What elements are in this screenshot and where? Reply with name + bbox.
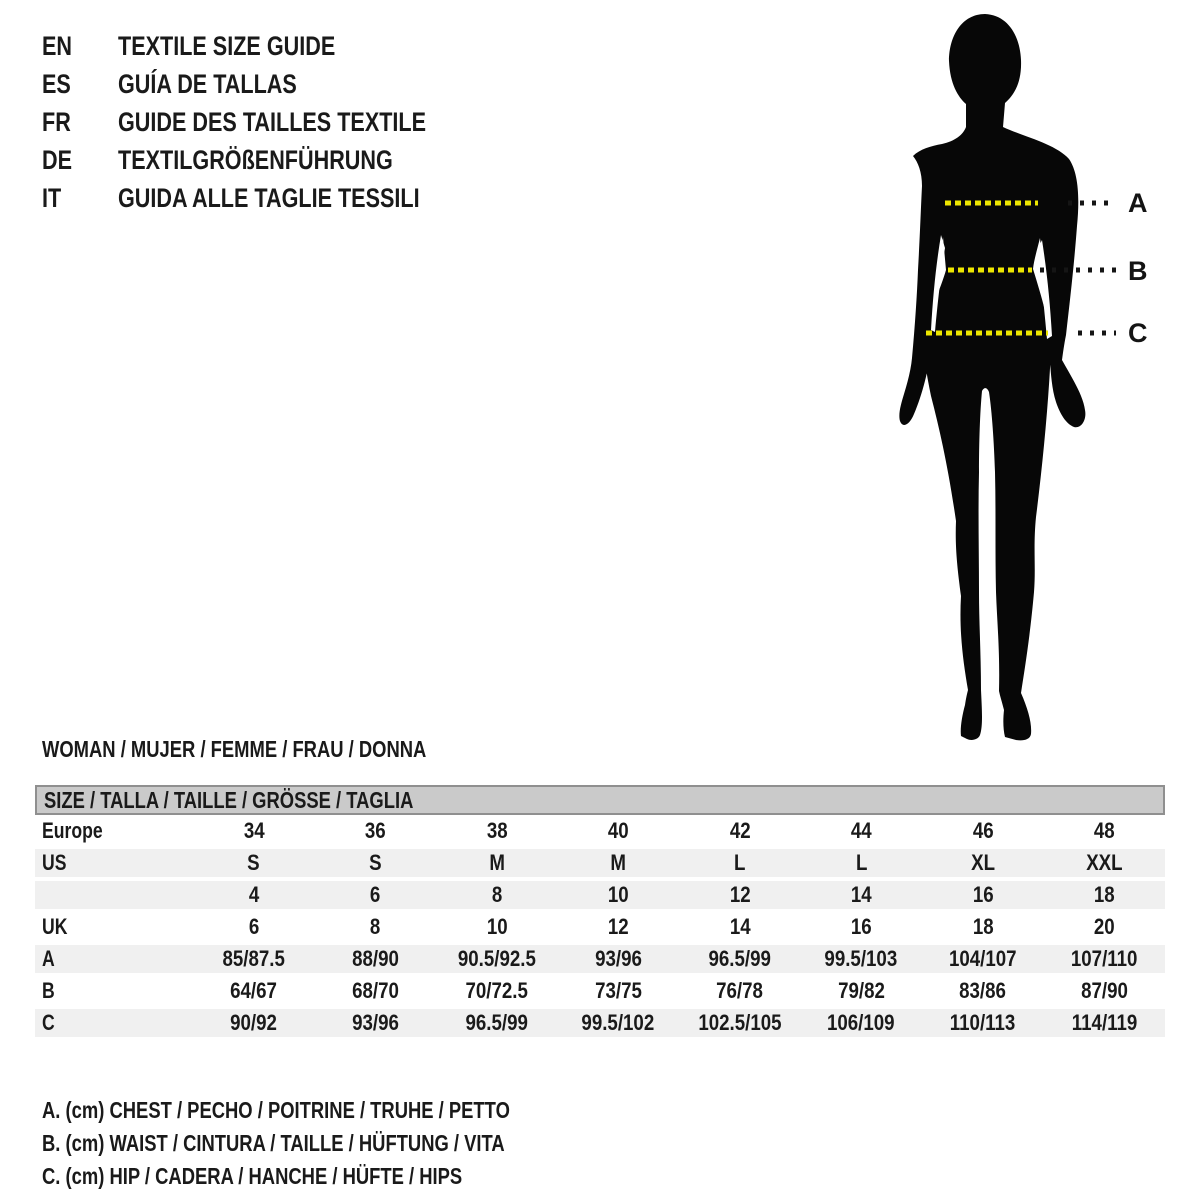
table-cell: 99.5/103 (824, 946, 898, 971)
legend-chest: A. (cm) CHEST / PECHO / POITRINE / TRUHE / PETTO (42, 1097, 510, 1123)
measure-legend (42, 1094, 627, 1193)
language-row-en (42, 27, 503, 65)
table-cell: 96.5/99 (708, 946, 771, 971)
table-cell: 90/92 (230, 1010, 278, 1035)
table-cell: 96.5/99 (465, 1010, 528, 1035)
table-cell: 8 (370, 914, 381, 939)
table-cell: 93/96 (594, 946, 642, 971)
table-cell: 40 (607, 818, 629, 843)
marker-c-label: C (1128, 318, 1148, 348)
language-code: DE (42, 144, 73, 175)
table-cell: 70/72.5 (465, 978, 528, 1003)
row-label: C (42, 1010, 55, 1035)
table-cell: 6 (370, 882, 381, 907)
table-cell: 34 (243, 818, 265, 843)
row-label: A (42, 946, 55, 971)
table-cell: 110/113 (949, 1010, 1016, 1035)
language-code: ES (42, 68, 71, 99)
table-row-waist (35, 975, 1165, 1007)
legend-waist: B. (cm) WAIST / CINTURA / TAILLE / HÜFTUNG / VITA (42, 1130, 505, 1156)
table-row-uk (35, 911, 1165, 943)
language-row-fr (42, 103, 503, 141)
table-row-europe (35, 815, 1165, 847)
table-cell: 99.5/102 (581, 1010, 655, 1035)
table-cell: 12 (729, 882, 751, 907)
row-label: Europe (42, 818, 103, 843)
table-cell: 64/67 (230, 978, 278, 1003)
table-cell: 76/78 (716, 978, 764, 1003)
language-row-es (42, 65, 503, 103)
table-cell: 106/109 (827, 1010, 896, 1035)
table-cell: 10 (486, 914, 508, 939)
table-cell: 8 (491, 882, 502, 907)
table-row-us-numeric (35, 879, 1165, 911)
table-cell: 14 (729, 914, 751, 939)
table-cell: 88/90 (351, 946, 399, 971)
guide-title-en: TEXTILE SIZE GUIDE (118, 30, 336, 61)
table-cell: 102.5/105 (698, 1010, 782, 1035)
table-cell: 44 (850, 818, 872, 843)
table-cell: L (734, 850, 746, 875)
table-cell: 20 (1093, 914, 1115, 939)
table-cell: 114/119 (1071, 1010, 1138, 1035)
row-label: UK (42, 914, 68, 939)
table-cell: 90.5/92.5 (457, 946, 536, 971)
table-cell: 48 (1093, 818, 1115, 843)
table-cell: 18 (1093, 882, 1115, 907)
language-title-list (42, 27, 503, 217)
table-cell: 85/87.5 (222, 946, 285, 971)
table-cell: 68/70 (351, 978, 399, 1003)
table-cell: 10 (607, 882, 629, 907)
table-cell: 87/90 (1080, 978, 1128, 1003)
table-cell: 83/86 (959, 978, 1007, 1003)
table-cell: 73/75 (594, 978, 642, 1003)
table-cell: 93/96 (351, 1010, 399, 1035)
guide-title-de: TEXTILGRÖßENFÜHRUNG (118, 144, 393, 175)
table-cell: 4 (248, 882, 259, 907)
language-code: IT (42, 182, 62, 213)
table-cell: S (247, 850, 260, 875)
table-cell: 107/110 (1070, 946, 1138, 971)
row-label (35, 882, 193, 908)
language-row-de (42, 141, 503, 179)
table-cell: 14 (850, 882, 872, 907)
table-cell: 16 (850, 914, 872, 939)
guide-title-it: GUIDA ALLE TAGLIE TESSILI (118, 182, 420, 213)
table-row-us (35, 847, 1165, 879)
row-label: B (42, 978, 55, 1003)
table-row-chest (35, 943, 1165, 975)
table-cell: XXL (1086, 850, 1123, 875)
woman-silhouette (899, 14, 1085, 740)
language-code: EN (42, 30, 73, 61)
guide-title-es: GUÍA DE TALLAS (118, 68, 297, 99)
table-row-hip (35, 1007, 1165, 1039)
marker-b-label: B (1128, 256, 1148, 286)
table-cell: 36 (364, 818, 386, 843)
row-label: US (42, 850, 67, 875)
table-cell: 6 (248, 914, 259, 939)
size-table (35, 785, 1165, 1039)
guide-title-fr: GUIDE DES TAILLES TEXTILE (118, 106, 427, 137)
legend-hip: C. (cm) HIP / CADERA / HANCHE / HÜFTE / HIPS (42, 1163, 463, 1189)
table-cell: L (855, 850, 867, 875)
language-code: FR (42, 106, 71, 137)
table-cell: 104/107 (948, 946, 1017, 971)
table-cell: 38 (486, 818, 508, 843)
table-cell: M (610, 850, 627, 875)
section-title: WOMAN / MUJER / FEMME / FRAU / DONNA (42, 736, 427, 762)
size-table-header: SIZE / TALLA / TAILLE / GRÖSSE / TAGLIA (35, 785, 1165, 815)
table-cell: 79/82 (837, 978, 885, 1003)
table-cell: 16 (972, 882, 994, 907)
table-cell: 46 (972, 818, 994, 843)
table-cell: 18 (972, 914, 994, 939)
table-cell: XL (970, 850, 995, 875)
table-cell: 42 (729, 818, 751, 843)
marker-a-label: A (1128, 188, 1148, 218)
language-row-it (42, 179, 503, 217)
woman-silhouette-figure (880, 5, 1200, 750)
table-cell: 12 (607, 914, 629, 939)
table-cell: M (488, 850, 505, 875)
table-cell: S (369, 850, 382, 875)
